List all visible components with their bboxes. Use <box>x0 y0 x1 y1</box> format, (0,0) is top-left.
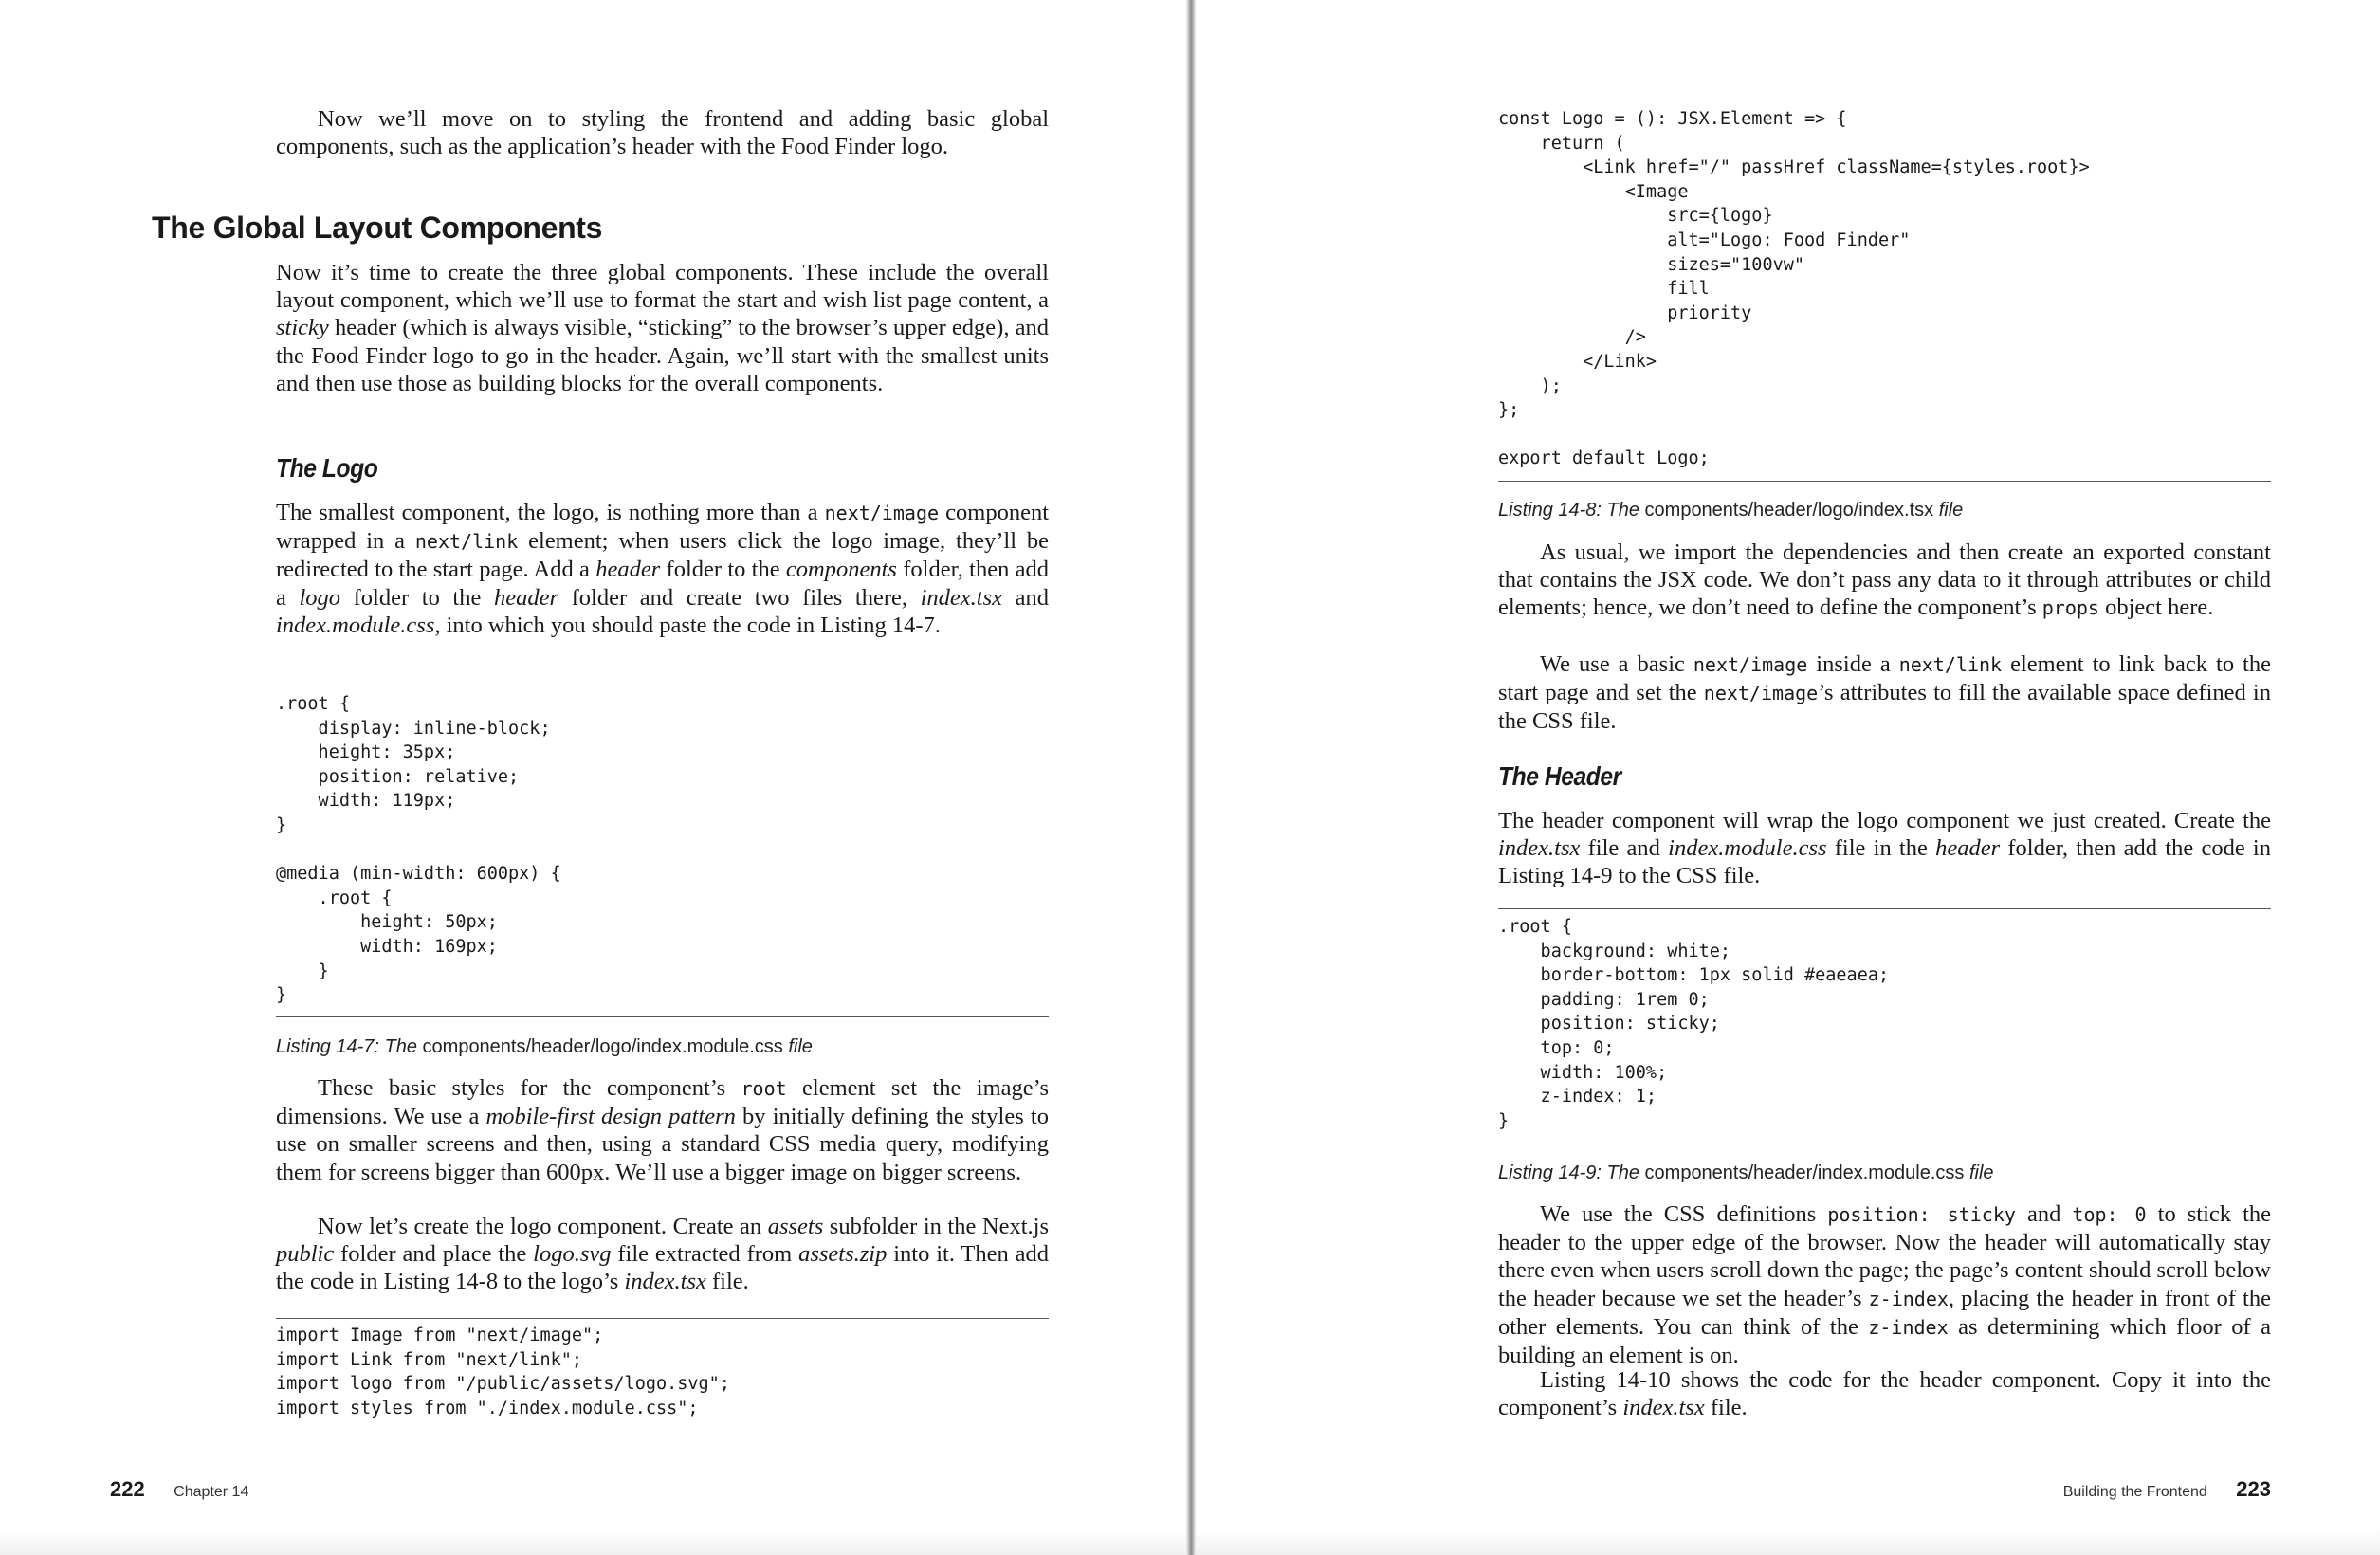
listing-14-9-caption: Listing 14-9: The components/header/index.module.css file <box>1498 1162 1994 1183</box>
listing-14-8-rule-bottom <box>1498 481 2271 482</box>
page-number: 222 <box>110 1477 145 1501</box>
listing-14-7-caption: Listing 14-7: The components/header/logo/index.module.css file <box>276 1036 813 1057</box>
listing-14-9-rule-top <box>1498 908 2271 909</box>
running-footer: Building the Frontend <box>2062 1484 2207 1500</box>
section-heading: The Global Layout Components <box>152 210 603 245</box>
page-number: 223 <box>2236 1477 2271 1501</box>
left-page <box>0 0 1186 1555</box>
running-footer: Chapter 14 <box>174 1484 249 1500</box>
logo-paragraph: The smallest component, the logo, is nothing more than a next/image component wrapped in a next/link element; when users click the logo image, they’ll be redirected to the start page. Add a header folder to the components folder, then add a logo folder to the header folder and create two files there, index.tsx and index.module.css, into which you should paste the code in Listing 14-7. <box>276 500 1050 638</box>
page-shadow <box>1196 1528 2380 1555</box>
listing-14-8-rule-top <box>276 1318 1049 1319</box>
book-gutter <box>1186 0 1196 1555</box>
listing-rule-bottom <box>276 1016 1049 1017</box>
left-folio <box>110 1477 248 1502</box>
section-paragraph: Now it’s time to create the three global components. These include the overall layout component, which we’ll use to format the start and wish list page content, a sticky header (which is always visible, “sticking” to the browser’s upper edge), and the Food Finder logo to go in the header. Again, we’ll start with the smallest units and then use those as building blocks for the overall components. <box>276 260 1049 396</box>
header-subheading: The Header <box>1498 761 1621 791</box>
listing-14-7-code: .root { display: inline-block; height: 35px; position: relative; width: 119px; } @media (min-width: 600px) { .root { height: 50px; width: 169px; } } <box>276 694 561 1006</box>
right-page <box>1196 0 2380 1555</box>
logo-subheading: The Logo <box>276 453 378 483</box>
listing-14-8-code-rest: const Logo = (): JSX.Element => { return ( <Link href="/" passHref className={styles.root}> <Image src={logo} alt="Logo: Food Finder" sizes="100vw" fill priority /> </Link> ); }; export default Logo; <box>1498 109 2090 469</box>
styles-paragraph: These basic styles for the component’s root element set the image’s dimensions. We use a mobile-first design pattern by initially defining the styles to use on smaller screens and then, using a standard CSS media query, modifying them for screens bigger than 600px. We’ll use a bigger image on bigger screens. <box>276 1075 1049 1185</box>
create-logo-paragraph: Now let’s create the logo component. Create an assets subfolder in the Next.js public folder and place the logo.svg file extracted from assets.zip into it. Then add the code in Listing 14-8 to the logo’s index.tsx file. <box>276 1214 1050 1295</box>
listing-14-10-paragraph: Listing 14-10 shows the code for the header component. Copy it into the component’s index.tsx file. <box>1498 1367 2271 1421</box>
listing-14-8-code-start: import Image from "next/image"; import Link from "next/link"; import logo from "/public/assets/logo.svg"; import styles from "./index.module.css"; <box>276 1326 730 1418</box>
listing-14-9-code: .root { background: white; border-bottom: 1px solid #eaeaea; padding: 1rem 0; position: sticky; top: 0; width: 100%; z-index: 1; } <box>1498 917 1890 1131</box>
listing-14-8-caption: Listing 14-8: The components/header/logo/index.tsx file <box>1498 500 1964 521</box>
basic-image-paragraph: We use a basic next/image inside a next/link element to link back to the start page and set the next/image’s attributes to fill the available space defined in the CSS file. <box>1498 651 2271 735</box>
usual-paragraph: As usual, we import the dependencies and then create an exported constant that contains the JSX code. We don’t pass any data to it through attributes or child elements; hence, we don’t need to define the component’s props object here. <box>1498 540 2271 621</box>
css-definitions-paragraph: We use the CSS definitions position: sticky and top: 0 to stick the header to the upper edge of the browser. Now the header will automatically stay there even when users scroll down the page; the page’s content should scroll below the header because we set the header’s z-index, placing the header in front of the other elements. You can think of the z-index as determining which floor of a building an element is on. <box>1498 1201 2272 1369</box>
right-folio <box>2063 1477 2271 1502</box>
header-paragraph: The header component will wrap the logo component we just created. Create the index.tsx file and index.module.css file in the header folder, then add the code in Listing 14-9 to the CSS file. <box>1498 808 2271 889</box>
page-shadow <box>0 1528 1186 1555</box>
intro-paragraph: Now we’ll move on to styling the frontend and adding basic global components, such as the application’s header with the Food Finder logo. <box>276 106 1049 160</box>
